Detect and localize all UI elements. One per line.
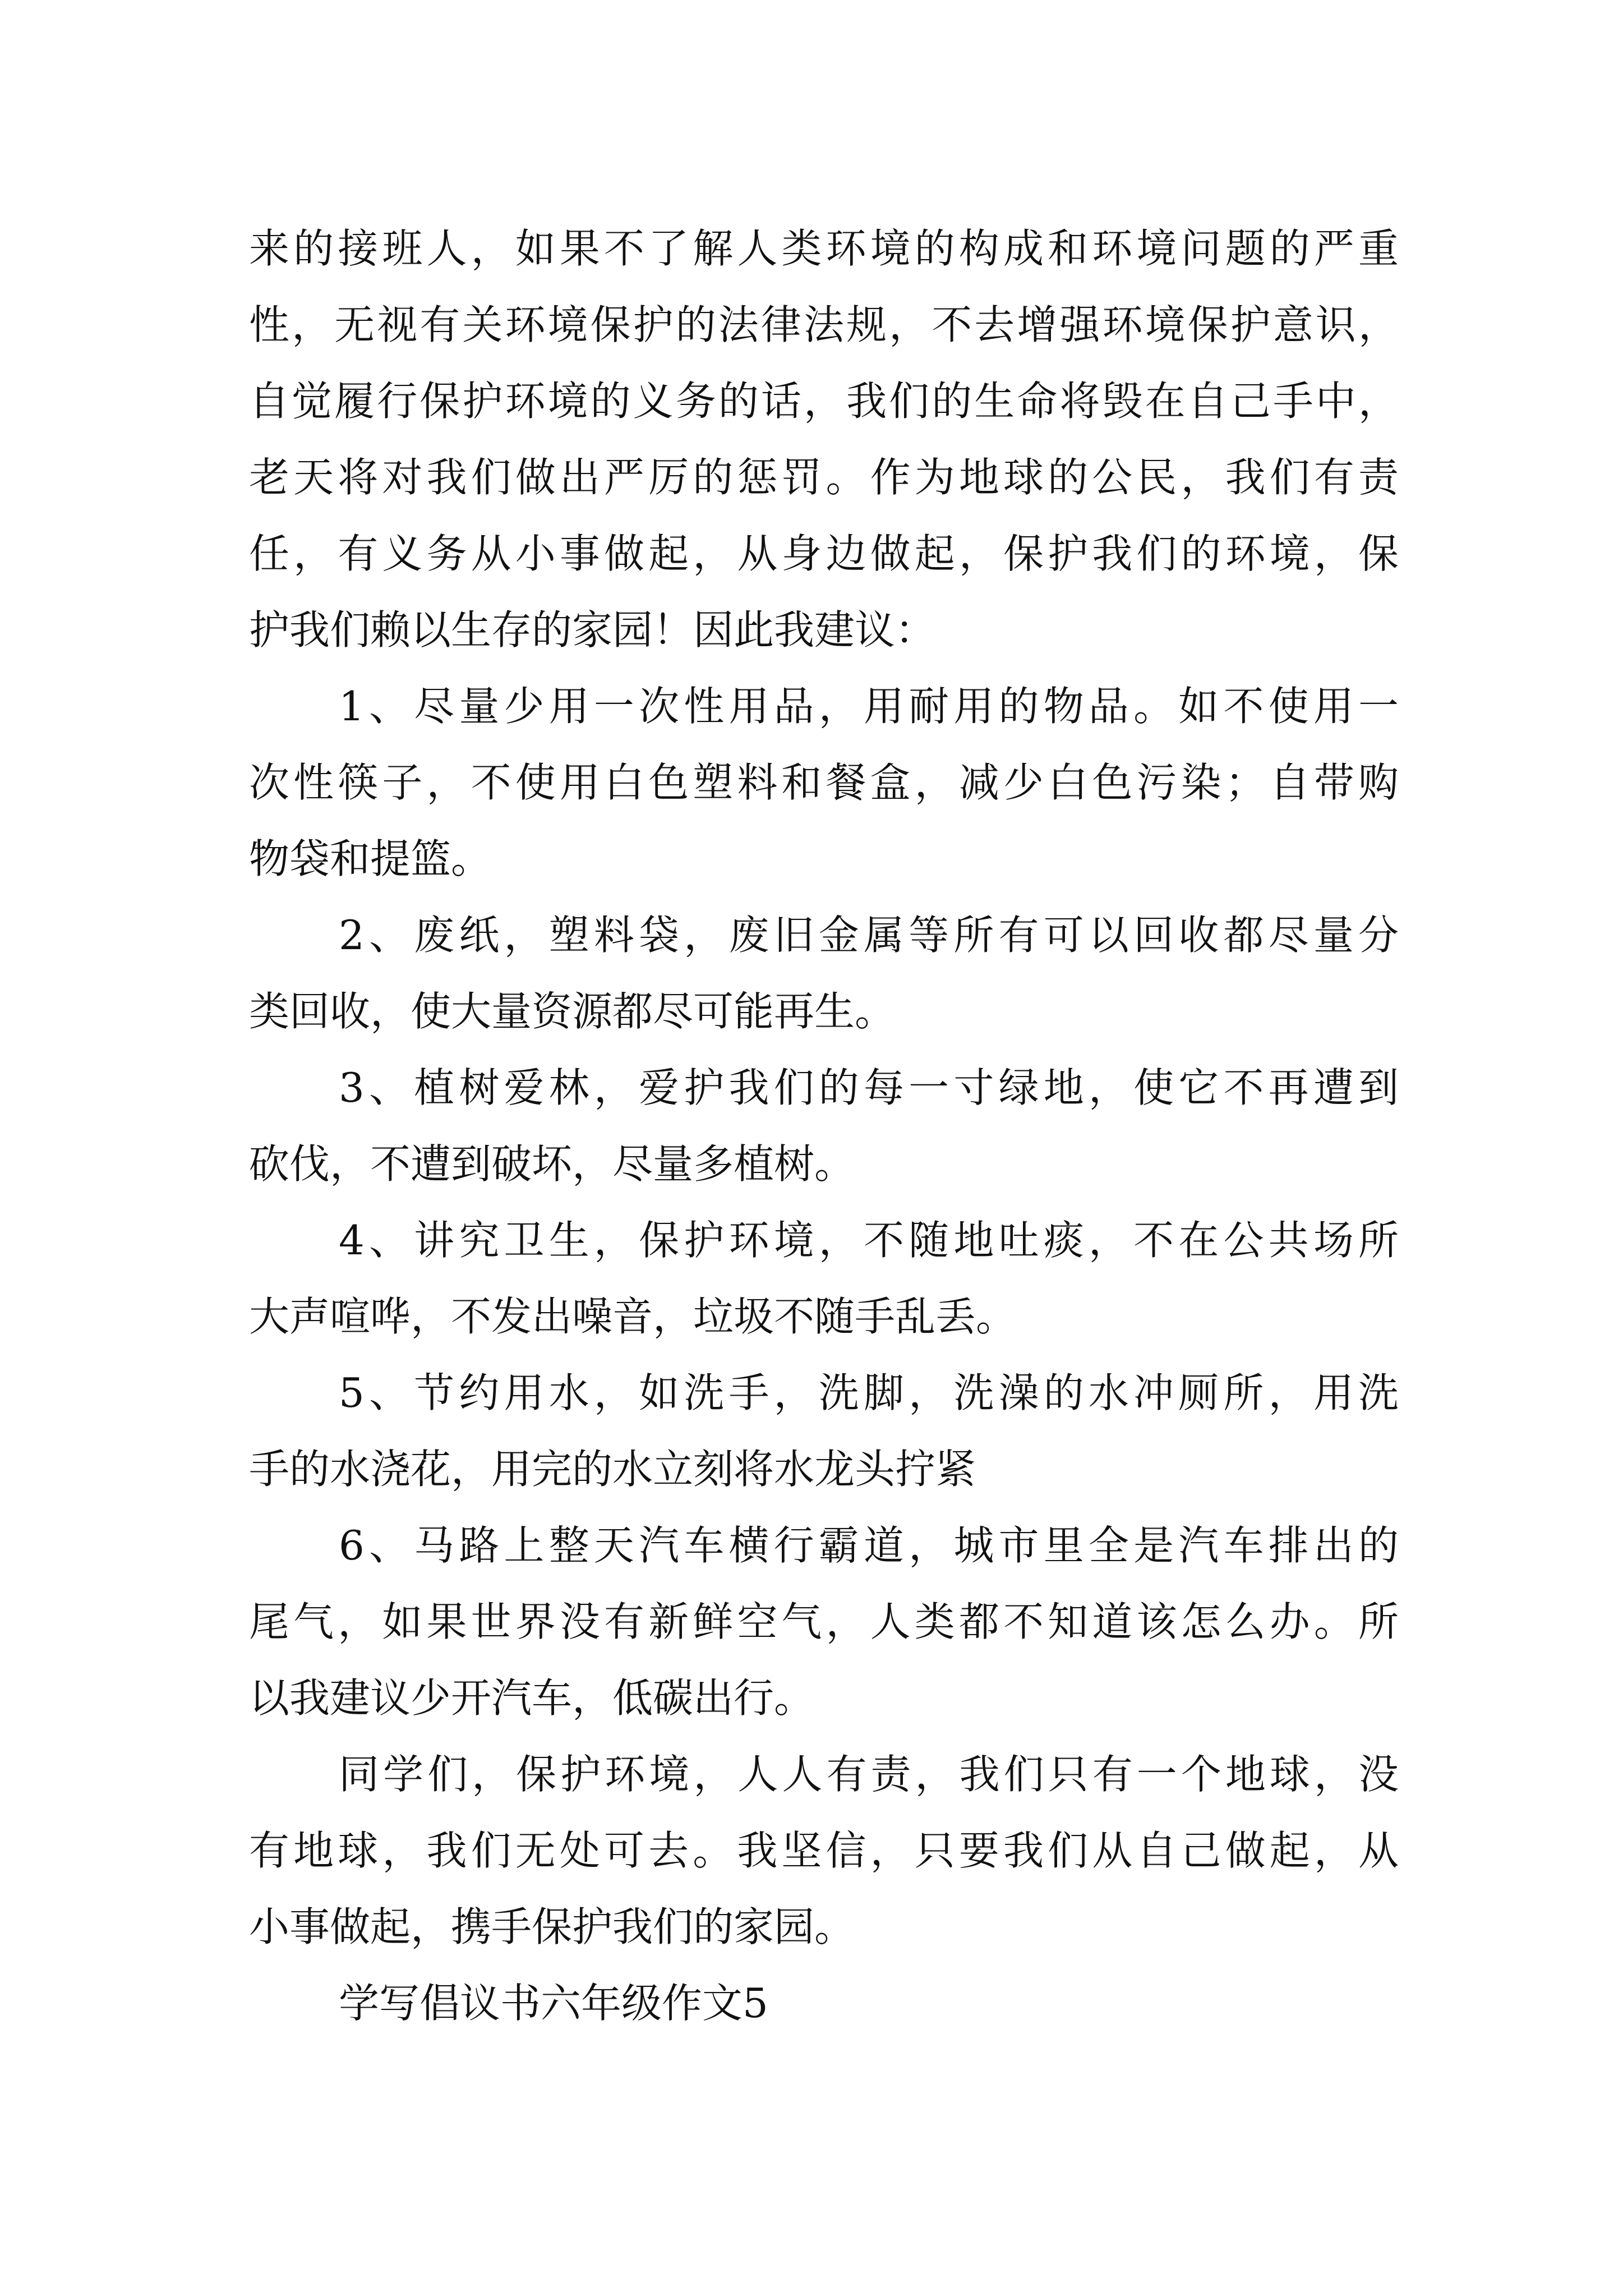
text-line: 来的接班人，如果不了解人类环境的构成和环境问题的严重 [249,225,1399,272]
text-line: 2、废纸，塑料袋，废旧金属等所有可以回收都尽量分 [339,912,1399,959]
text-line: 手的水浇花，用完的水立刻将水龙头拧紧 [249,1446,976,1493]
text-line: 任，有义务从小事做起，从身边做起，保护我们的环境，保 [249,530,1399,577]
text-line: 自觉履行保护环境的义务的话，我们的生命将毁在自己手中， [249,378,1399,425]
text-line: 1、尽量少用一次性用品，用耐用的物品。如不使用一 [339,683,1399,730]
text-line: 有地球，我们无处可去。我坚信，只要我们从自己做起，从 [249,1827,1399,1874]
text-line: 6、马路上整天汽车横行霸道，城市里全是汽车排出的 [339,1522,1399,1569]
text-line: 学写倡议书六年级作文5 [339,1980,768,2027]
text-line: 护我们赖以生存的家园！因此我建议： [249,606,936,654]
text-line: 小事做起，携手保护我们的家园。 [249,1903,855,1950]
text-line: 4、讲究卫生，保护环境，不随地吐痰，不在公共场所 [339,1217,1399,1264]
text-line: 物袋和提篮。 [249,835,492,882]
text-line: 次性筷子，不使用白色塑料和餐盒，减少白色污染；自带购 [249,759,1399,806]
text-line: 性，无视有关环境保护的法律法规，不去增强环境保护意识， [249,301,1399,348]
text-line: 大声喧哗，不发出噪音，垃圾不随手乱丢。 [249,1293,1017,1340]
document-body [249,210,1399,2041]
text-line: 类回收，使大量资源都尽可能再生。 [249,988,896,1035]
text-line: 5、节约用水，如洗手，洗脚，洗澡的水冲厕所，用洗 [339,1369,1399,1416]
text-line: 以我建议少开汽车，低碳出行。 [249,1674,815,1722]
text-line: 尾气，如果世界没有新鲜空气，人类都不知道该怎么办。所 [249,1598,1399,1645]
text-line: 3、植树爱林，爱护我们的每一寸绿地，使它不再遭到 [339,1064,1399,1111]
text-line: 砍伐，不遭到破坏，尽量多植树。 [249,1140,855,1188]
text-line: 同学们，保护环境，人人有责，我们只有一个地球，没 [339,1751,1399,1798]
text-line: 老天将对我们做出严厉的惩罚。作为地球的公民，我们有责 [249,454,1399,501]
